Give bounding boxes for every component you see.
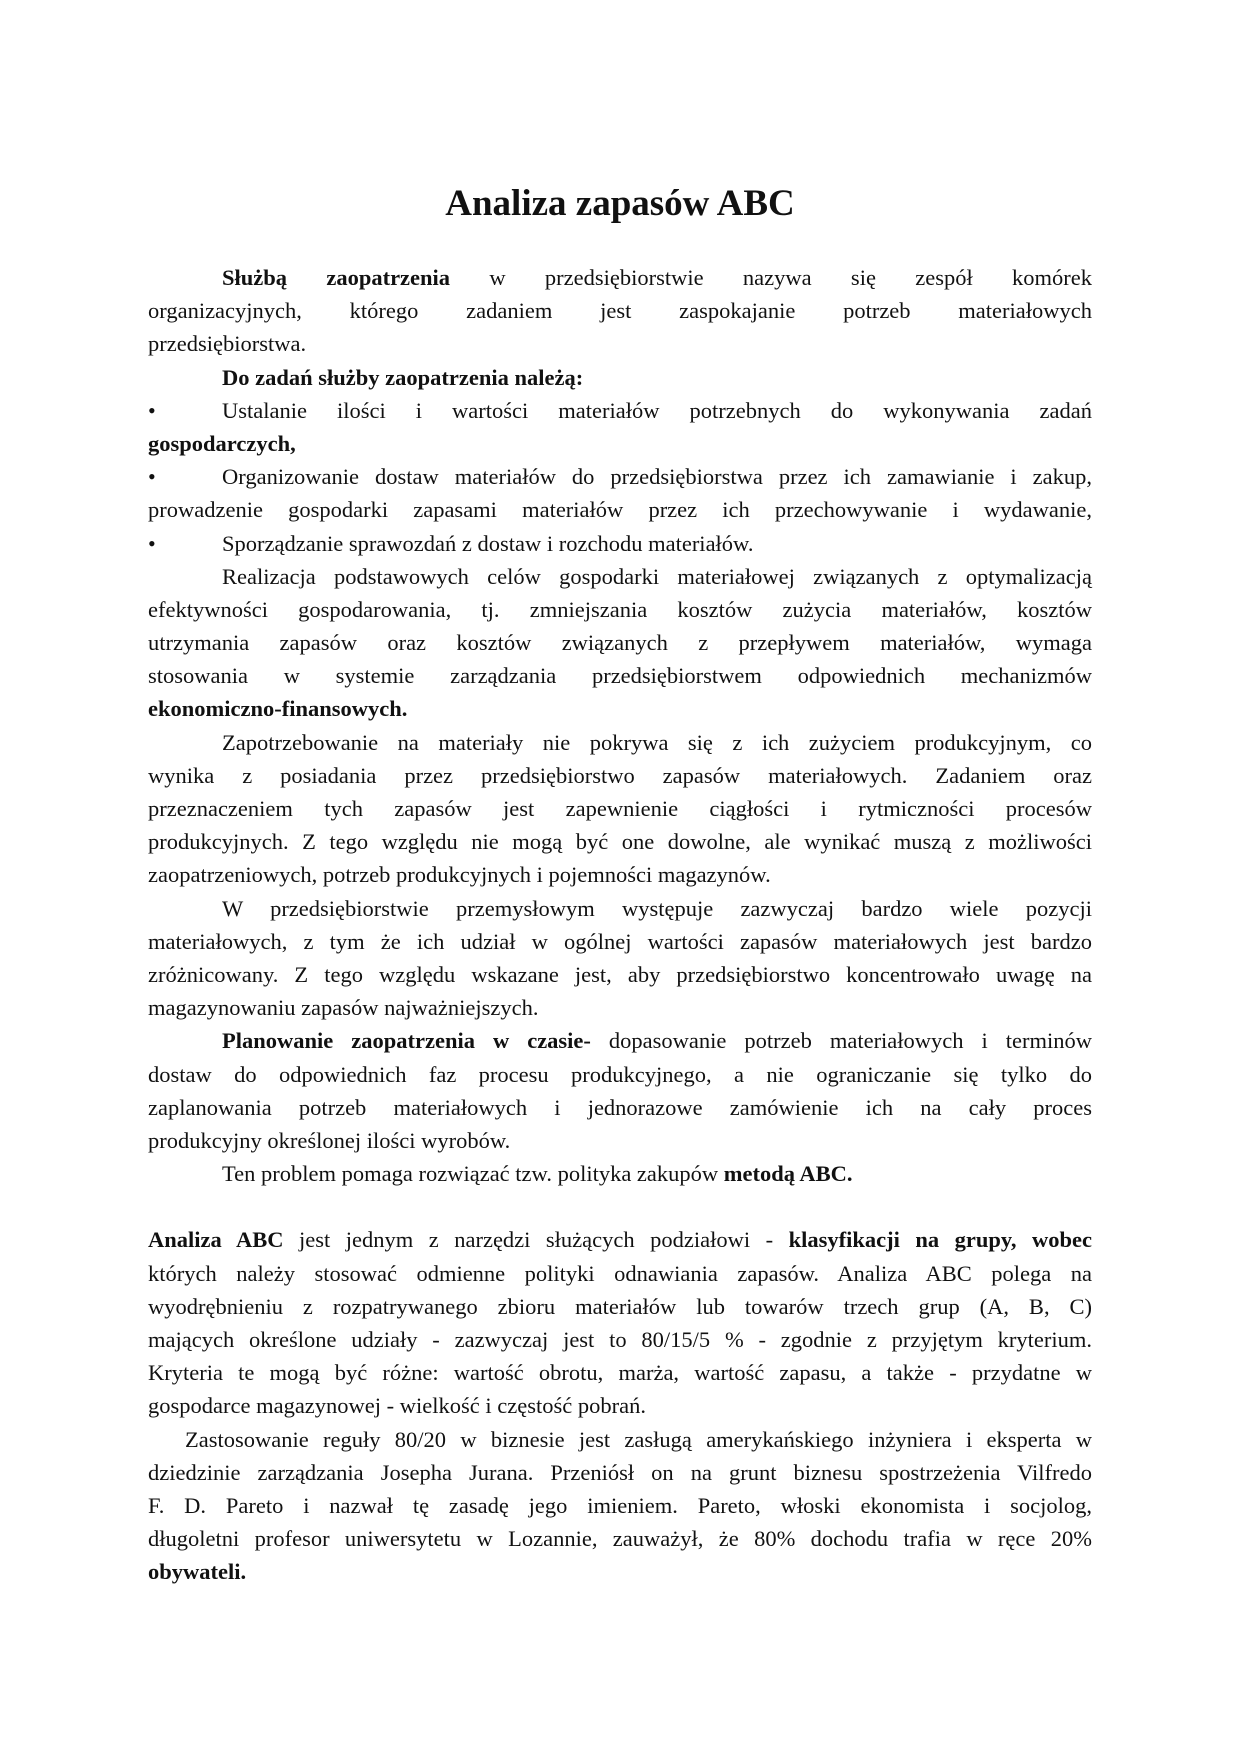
bold-text: klasyfikacji na grupy, wobec (788, 1227, 1092, 1253)
text-line (148, 460, 1092, 493)
text-line (148, 659, 1092, 692)
document-title: Analiza zapasów ABC (445, 183, 795, 224)
text-line (148, 1323, 1092, 1356)
text-line (148, 327, 1092, 360)
text: efektywności gospodarowania, tj. zmniejszania kosztów zużycia materiałów, kosztów (148, 596, 1092, 622)
text-line (148, 1522, 1092, 1555)
text-line (148, 925, 1092, 958)
text: Realizacja podstawowych celów gospodarki materiałowej związanych z optymalizacją (222, 563, 1092, 589)
text-line (148, 1058, 1092, 1091)
text: dostaw do odpowiednich faz procesu produkcyjnego, a nie ograniczanie się tylko do (148, 1061, 1092, 1087)
bullet-icon: • (148, 464, 156, 490)
text: produkcyjnych. Z tego względu nie mogą być one dowolne, ale wynikać muszą z możliwości (148, 829, 1092, 855)
document-body (148, 261, 1092, 1589)
text-line (148, 726, 1092, 759)
text: przedsiębiorstwa. (148, 331, 307, 357)
text: zaopatrzeniowych, potrzeb produkcyjnych i pojemności magazynów. (148, 862, 771, 888)
text: w przedsiębiorstwie nazywa się zespół komórek (450, 265, 1092, 290)
text: dopasowanie potrzeb materiałowych i terminów (590, 1028, 1093, 1054)
text-line (148, 1489, 1092, 1522)
text-line (148, 1157, 1092, 1190)
text-line (148, 527, 1092, 560)
bold-text: Służbą zaopatrzenia (222, 265, 451, 290)
text-line (148, 593, 1092, 626)
text: Kryteria te mogą być różne: wartość obrotu, marża, wartość zapasu, a także - przydatne w (148, 1360, 1092, 1386)
text-line (148, 1257, 1092, 1290)
text: materiałowych, z tym że ich udział w ogólnej wartości zapasów materiałowych jest bardzo (148, 928, 1092, 954)
text: magazynowaniu zapasów najważniejszych. (148, 995, 539, 1021)
text-line (148, 991, 1092, 1024)
text-line (148, 361, 1092, 394)
text: W przedsiębiorstwie przemysłowym występuje zazwyczaj bardzo wiele pozycji (222, 895, 1092, 921)
text-line (148, 394, 1092, 427)
text-line (148, 792, 1092, 825)
bold-text: metodą ABC. (723, 1161, 853, 1187)
bold-text: gospodarczych, (148, 430, 296, 456)
text-line (148, 1423, 1092, 1456)
text-line (148, 1389, 1092, 1422)
blank-line (148, 1190, 1092, 1223)
text: stosowania w systemie zarządzania przedsiębiorstwem odpowiednich mechanizmów (148, 663, 1092, 689)
text-line (148, 1124, 1092, 1157)
text-line (148, 1356, 1092, 1389)
text: przeznaczeniem tych zapasów jest zapewnienie ciągłości i rytmiczności procesów (148, 796, 1092, 821)
text-line (148, 1456, 1092, 1489)
bold-text: Planowanie zaopatrzenia w czasie- (222, 1028, 591, 1054)
text: których należy stosować odmienne polityki odnawiania zapasów. Analiza ABC polega na (148, 1260, 1092, 1286)
text-line (148, 858, 1092, 891)
bold-text: Analiza ABC (148, 1227, 284, 1253)
text: Ten problem pomaga rozwiązać tzw. polityka zakupów (222, 1161, 724, 1187)
text: Organizowanie dostaw materiałów do przedsiębiorstwa przez ich zamawianie i zakup, (222, 464, 1092, 490)
text-line (148, 1223, 1092, 1256)
text-line (148, 1555, 1092, 1588)
text-line (148, 692, 1092, 725)
text: zaplanowania potrzeb materiałowych i jednorazowe zamówienie ich na cały proces (148, 1094, 1092, 1120)
text: Ustalanie ilości i wartości materiałów potrzebnych do wykonywania zadań (222, 397, 1092, 423)
text-line (148, 1290, 1092, 1323)
text: produkcyjny określonej ilości wyrobów. (148, 1127, 511, 1153)
bullet-icon: • (148, 397, 156, 423)
text: zróżnicowany. Z tego względu wskazane jest, aby przedsiębiorstwo koncentrowało uwagę na (148, 961, 1092, 987)
text-line (148, 759, 1092, 792)
text: dziedzinie zarządzania Josepha Jurana. Przeniósł on na grunt biznesu spostrzeżenia Vilfredo (148, 1459, 1092, 1485)
text-line (148, 626, 1092, 659)
text-line (148, 560, 1092, 593)
text-line (148, 825, 1092, 858)
bold-text: obywateli. (148, 1559, 247, 1585)
text: Sporządzanie sprawozdań z dostaw i rozchodu materiałów. (222, 530, 754, 556)
text: utrzymania zapasów oraz kosztów związanych z przepływem materiałów, wymaga (148, 630, 1092, 656)
text: Zastosowanie reguły 80/20 w biznesie jest zasługą amerykańskiego inżyniera i eksperta w (185, 1426, 1092, 1452)
text: jest jednym z narzędzi służących podziałowi - (283, 1227, 789, 1253)
text-line (148, 294, 1092, 327)
text: gospodarce magazynowej - wielkość i częstość pobrań. (148, 1393, 646, 1419)
text: organizacyjnych, którego zadaniem jest zaspokajanie potrzeb materiałowych (148, 298, 1092, 324)
text: F. D. Pareto i nazwał tę zasadę jego imieniem. Pareto, włoski ekonomista i socjolog, (148, 1492, 1092, 1518)
text: prowadzenie gospodarki zapasami materiałów przez ich przechowywanie i wydawanie, (148, 497, 1092, 523)
text-line (148, 493, 1092, 526)
text: wyodrębnieniu z rozpatrywanego zbioru materiałów lub towarów trzech grup (A, B, C) (148, 1293, 1092, 1319)
text-line (148, 958, 1092, 991)
text: Zapotrzebowanie na materiały nie pokrywa się z ich zużyciem produkcyjnym, co (222, 729, 1092, 755)
text-line (148, 892, 1092, 925)
bullet-icon: • (148, 530, 156, 556)
text-line (148, 1091, 1092, 1124)
text-line (148, 427, 1092, 460)
bold-text: Do zadań służby zaopatrzenia należą: (222, 364, 584, 390)
text: wynika z posiadania przez przedsiębiorstwo zapasów materiałowych. Zadaniem oraz (148, 762, 1092, 788)
text-line (148, 261, 1092, 294)
text-line (148, 1024, 1092, 1057)
text: długoletni profesor uniwersytetu w Lozannie, zauważył, że 80% dochodu trafia w ręce 20% (148, 1526, 1092, 1552)
bold-text: ekonomiczno-finansowych. (148, 696, 408, 722)
text: mających określone udziały - zazwyczaj jest to 80/15/5 % - zgodnie z przyjętym kryterium. (148, 1327, 1092, 1352)
